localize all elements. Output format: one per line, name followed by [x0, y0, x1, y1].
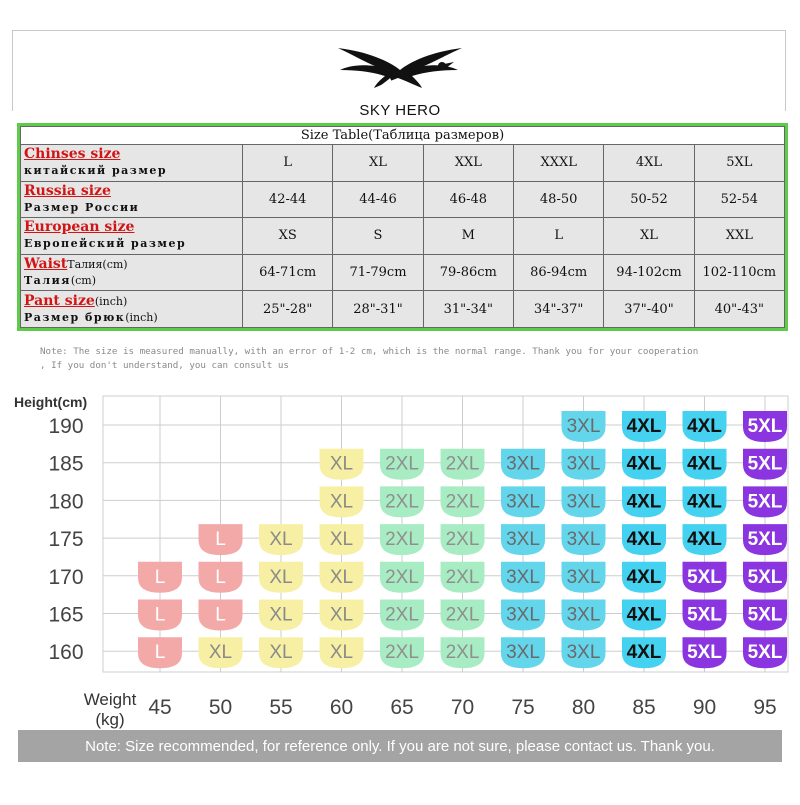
size-cell-label: 2XL [385, 566, 419, 588]
size-cell-label: 3XL [566, 642, 601, 664]
size-cell-label: L [154, 604, 166, 626]
x-axis-label-unit: (kg) [95, 710, 125, 729]
size-cell-label: XL [329, 642, 354, 664]
size-cell-label: XL [269, 529, 293, 551]
table-cell: 34"-37" [513, 291, 603, 328]
x-tick-label: 95 [753, 696, 777, 719]
size-cell-label: XL [329, 566, 354, 588]
size-cell-label: 2XL [385, 491, 419, 513]
note-line-1: Note: The size is measured manually, with an error of 1-2 cm, which is the normal range. Thank you for your cooperation [40, 346, 699, 357]
size-cell-label: L [215, 566, 226, 588]
y-tick-label: 160 [48, 641, 84, 665]
table-cell: XXXL [513, 145, 603, 182]
table-cell: 79-86cm [423, 254, 513, 291]
size-cell-label: 2XL [445, 604, 480, 626]
size-cell-label: L [215, 604, 226, 626]
size-cell-label: 5XL [747, 642, 783, 664]
size-cell-label: 5XL [687, 566, 722, 588]
x-tick-label: 45 [148, 696, 172, 719]
x-tick-label: 50 [208, 696, 233, 719]
table-cell: 102-110cm [694, 254, 784, 291]
size-cell-label: 4XL [626, 566, 662, 588]
footer-note: Note: Size recommended, for reference only. If you are not sure, please contact us. Thank you. [18, 730, 782, 762]
table-cell: XL [604, 218, 694, 255]
x-tick-label: 90 [692, 696, 717, 719]
size-cell-label: 4XL [626, 642, 662, 664]
row-label-pant: Pant size(inch) Размер брюк(inch) [21, 291, 243, 328]
row-label-russia: Russia size Размер России [21, 181, 243, 218]
y-axis-label: Height(cm) [14, 394, 88, 410]
note-line-2: , If you don't understand, you can consult us [40, 360, 289, 371]
size-cell-label: 3XL [566, 566, 601, 588]
size-cell-label: XL [269, 604, 293, 626]
table-cell: 48-50 [513, 181, 603, 218]
size-cell-label: 4XL [626, 529, 662, 551]
table-cell: 40"-43" [694, 291, 784, 328]
size-cell-label: 2XL [445, 453, 480, 475]
y-tick-label: 175 [48, 528, 84, 552]
size-cell-label: 3XL [506, 566, 540, 588]
size-cell-label: XL [269, 642, 293, 664]
size-cell-label: 4XL [626, 416, 662, 437]
size-cell-label: 3XL [566, 453, 601, 475]
table-cell: M [423, 218, 513, 255]
table-cell: 4XL [604, 145, 694, 182]
size-cell-label: XL [208, 642, 233, 664]
eagle-logo-icon [330, 40, 470, 90]
x-tick-label: 75 [511, 696, 535, 719]
x-tick-label: 70 [450, 696, 475, 719]
size-cell-label: 2XL [445, 529, 480, 551]
y-tick-label: 190 [48, 415, 84, 438]
size-cell-label: 3XL [506, 491, 540, 513]
x-tick-label: 80 [571, 696, 596, 719]
size-cell-label: XL [329, 491, 354, 513]
size-cell-label: XL [329, 604, 354, 626]
table-cell: 31"-34" [423, 291, 513, 328]
x-tick-label: 85 [632, 696, 656, 719]
size-cell-label: 4XL [626, 453, 662, 475]
size-cell-label: 4XL [687, 491, 722, 513]
size-cell-label: 4XL [626, 491, 662, 513]
size-cell-label: 2XL [445, 491, 480, 513]
size-cell-label: 5XL [747, 566, 783, 588]
size-cell-label: 5XL [747, 416, 783, 437]
size-cell-label: 5XL [747, 529, 783, 551]
size-cell-label: 5XL [747, 604, 783, 626]
size-cell-label: 3XL [506, 604, 540, 626]
y-tick-label: 170 [48, 565, 84, 589]
table-cell: XXL [423, 145, 513, 182]
x-tick-label: 55 [269, 696, 293, 719]
table-cell: 44-46 [333, 181, 423, 218]
size-cell-label: 3XL [506, 453, 540, 475]
table-cell: L [513, 218, 603, 255]
size-table-title: Size Table(Таблица размеров) [21, 127, 785, 145]
size-cell-label: 2XL [385, 642, 419, 664]
table-cell: 52-54 [694, 181, 784, 218]
x-tick-label: 65 [390, 696, 414, 719]
y-tick-label: 185 [48, 452, 84, 476]
row-label-chinese: Chinses size китайский размер [21, 145, 243, 182]
size-cell-label: 3XL [506, 642, 540, 664]
table-cell: XXL [694, 218, 784, 255]
size-cell-label: 5XL [687, 604, 722, 626]
table-cell: 28"-31" [333, 291, 423, 328]
size-cell-label: L [154, 642, 166, 664]
table-cell: 71-79cm [333, 254, 423, 291]
measurement-note [40, 345, 785, 373]
size-cell-label: XL [329, 529, 354, 551]
table-cell: 86-94cm [513, 254, 603, 291]
table-cell: 46-48 [423, 181, 513, 218]
table-cell: XL [333, 145, 423, 182]
y-tick-label: 165 [48, 603, 84, 627]
size-cell-label: 4XL [626, 604, 662, 626]
size-cell-label: 2XL [385, 529, 419, 551]
table-cell: 50-52 [604, 181, 694, 218]
table-cell: XS [243, 218, 333, 255]
size-cell-label: XL [329, 453, 354, 475]
size-cell-label: 2XL [445, 642, 480, 664]
table-cell: L [243, 145, 333, 182]
table-cell: 37"-40" [604, 291, 694, 328]
size-cell-label: 3XL [566, 491, 601, 513]
size-table [17, 123, 788, 331]
size-cell-label: 3XL [566, 416, 601, 437]
size-cell-label: 2XL [445, 566, 480, 588]
table-cell: 5XL [694, 145, 784, 182]
size-cell-label: 4XL [687, 529, 722, 551]
table-cell: 42-44 [243, 181, 333, 218]
size-cell-label: XL [269, 566, 293, 588]
size-cell-label: 5XL [687, 642, 722, 664]
size-cell-label: 4XL [687, 453, 722, 475]
table-cell: 25"-28" [243, 291, 333, 328]
size-cell-label: L [154, 566, 166, 588]
row-label-waist: WaistТалия(cm) Талия(cm) [21, 254, 243, 291]
size-cell-label: 3XL [506, 529, 540, 551]
size-cell-label: 3XL [566, 604, 601, 626]
x-axis-label: Weight [83, 690, 137, 709]
size-cell-label: 5XL [747, 491, 783, 513]
y-tick-label: 180 [48, 490, 84, 514]
size-cell-label: 2XL [385, 453, 419, 475]
table-cell: S [333, 218, 423, 255]
table-cell: 64-71cm [243, 254, 333, 291]
size-cell-label: 3XL [566, 529, 601, 551]
size-cell-label: 4XL [687, 416, 722, 437]
size-cell-label: L [215, 529, 226, 551]
size-cell-label: 2XL [385, 604, 419, 626]
brand-name: SKY HERO [359, 102, 441, 119]
table-cell: 94-102cm [604, 254, 694, 291]
row-label-european: European size Европейский размер [21, 218, 243, 255]
x-tick-label: 60 [329, 696, 354, 719]
size-cell-label: 5XL [747, 453, 783, 475]
